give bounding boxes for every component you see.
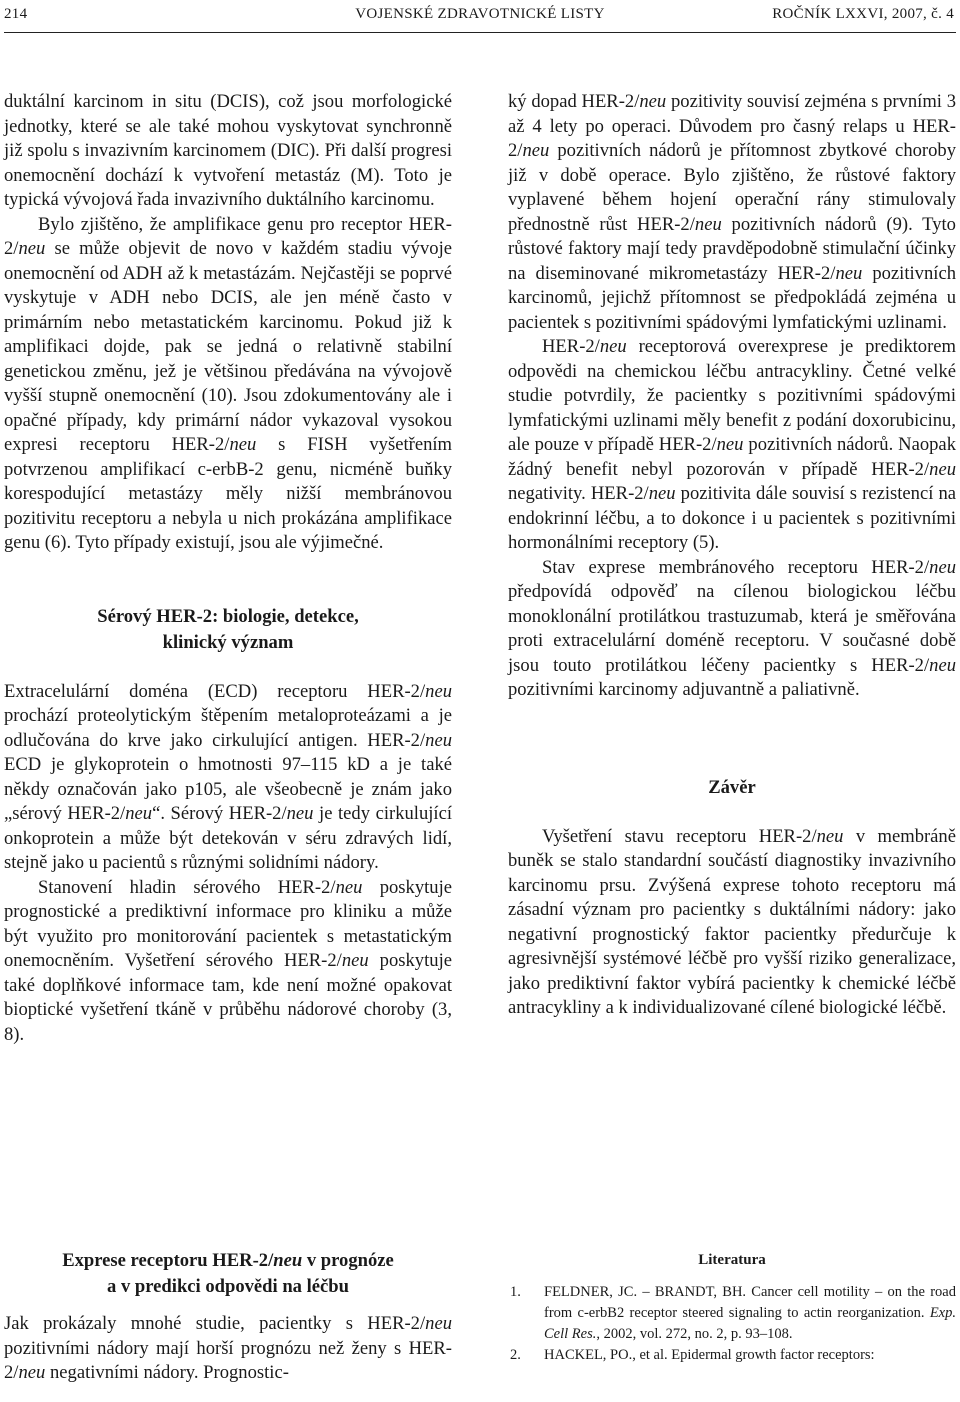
header-rule bbox=[4, 32, 956, 33]
section-heading: Závěr bbox=[708, 776, 756, 798]
journal-title: VOJENSKÉ ZDRAVOTNICKÉ LISTY bbox=[355, 6, 605, 22]
references-heading: Literatura bbox=[698, 1252, 766, 1268]
page-number: 214 bbox=[4, 6, 28, 22]
paragraph: ký dopad HER-2/neu pozitivity souvisí zejména s prvními 3 až 4 lety po operaci. Důvodem pro časný relaps u HER-2/neu pozitivních nádorů je přítomnost zbytkové choroby již v době operace. Bylo zjištěno, že růstové faktory vyplavené během hojení operační rány stimulovaly přednostně růst HER-2/neu pozitivních nádorů (9). Tyto růstové faktory mají tedy pravděpodobně stimulační účinky na diseminované mikrometastázy HER-2/neu pozitivních karcinomů, jejichž přítomnost se předpokládá zejména u pacientek s pozitivními spádovými lymfatickými uzlinami. bbox=[508, 91, 956, 333]
paragraph: Extracelulární doména (ECD) receptoru HER-2/neu prochází proteolytickým štěpením metaloproteázami a je odlučována do krve jako cirkulující antigen. HER-2/neu ECD je glykoprotein o hmotnosti 97–115 kD a je také někdy označován jako p105, ale všeobecně je znám jako „sérový HER-2/neu“. Sérový HER-2/neu je tedy cirkulující onkoprotein a může být detekován v séru zdravých lidí, stejně jako u pacientů s různými solidními nádory. bbox=[4, 680, 452, 873]
references-block bbox=[508, 1250, 956, 1366]
paragraph: Jak prokázaly mnohé studie, pacientky s HER-2/neu pozitivními nádory mají horší prognózu než ženy s HER-2/neu negativními nádory. Prognostic- bbox=[4, 1313, 452, 1383]
paragraph: Stanovení hladin sérového HER-2/neu poskytuje prognostické a prediktivní informace pro kliniku a může být využito pro monitorování pacientek s metastatickým onemocněním. Vyšetření sérového HER-2/neu poskytuje také doplňkové informace tam, kde není možné opakovat bioptické vyšetření tkáně v průběhu nádorové choroby (3, 8). bbox=[4, 876, 452, 1045]
reference-item: 2. HACKEL, PO., et al. Epidermal growth factor receptors: bbox=[510, 1347, 875, 1363]
paragraph: duktální karcinom in situ (DCIS), což jsou morfologické jednotky, které se ale také mohou vyskytovat synchronně již spolu s invazivním karcinomem (DIC). Při další progresi onemocnění dochází k vytvoření metastáz (M). Toto je typická vývojová řada invazivního duktálního karcinomu. bbox=[4, 91, 452, 210]
reference-item: 1. FELDNER, JC. – BRANDT, BH. Cancer cell motility – on the road from c-erbB2 receptor steered signaling to actin reorganization. Exp. Cell Res., 2002, vol. 272, no. 2, p. 93–108. bbox=[510, 1284, 956, 1342]
section-heading: Sérový HER-2: biologie, detekce, klinický význam bbox=[97, 605, 359, 653]
paragraph: Vyšetření stavu receptoru HER-2/neu v membráně buněk se stalo standardní součástí diagnostiky invazivního karcinomu prsu. Zvýšená exprese tohoto receptoru má zásadní význam pro pacientky s duktálními nádory: jako negativní prognostický faktor pacientky předurčuje k agresivnější systémové léčbě pro vyšší riziko generalizace, jako prediktivní faktor vybírá pacientky k chemické léčbě antracykliny a k individualizované cílené biologické léčbě. bbox=[508, 825, 956, 1018]
references-list bbox=[508, 1282, 956, 1366]
left-column-lower bbox=[4, 1248, 452, 1386]
right-column bbox=[508, 90, 956, 1021]
volume-info: ROČNÍK LXXVI, 2007, č. 4 bbox=[772, 6, 954, 22]
paragraph: HER-2/neu receptorová overexprese je prediktorem odpovědi na chemickou léčbu antracykliny. Četné velké studie potvrdily, že pacientky s pozitivními spádovými lymfatickými uzlinami měly benefit z podání doxorubicinu, ale pouze v případě HER-2/neu pozitivních nádorů. Naopak žádný benefit nebyl pozorován v případě HER-2/neu negativity. HER-2/neu pozitivita dále souvisí s rezistencí na endokrinní léčbu, a to dokonce i u pacientek s pozitivními hormonálními receptory (5). bbox=[508, 336, 956, 553]
left-column bbox=[4, 90, 452, 1047]
section-heading: Exprese receptoru HER-2/neu v prognóze a v predikci odpovědi na léčbu bbox=[62, 1250, 394, 1297]
paragraph: Bylo zjištěno, že amplifikace genu pro receptor HER-2/neu se může objevit de novo v každém stadiu vývoje onemocnění od ADH až k metastázám. Nejčastěji se poprvé vyskytuje v ADH nebo DCIS, ale jen méně často v primárním nebo metastatickém karcinomu. Pokud již k amplifikaci dojde, pak se jedná o relativně stabilní genetickou změnu, jež je většinou předávána na vývojově vyšší stupně onemocnění (10). Jsou zdokumentovány ale i opačné případy, kdy primární nádor vykazoval vysokou expresi receptoru HER-2/neu s FISH vyšetřením potvrzenou amplifikací c-erbB-2 genu, nicméně buňky korespodující metastázy měly nižší membránovou pozitivitu receptoru a nebyla u nich prokázána amplifikace genu (6). Tyto případy existují, jsou ale výjimečné. bbox=[4, 213, 452, 553]
paragraph: Stav exprese membránového receptoru HER-2/neu předpovídá odpověď na cílenou biologickou léčbu monoklonální protilátkou trastuzumab, která je směřována proti extracelulární doméně receptoru. V současné době jsou touto protilátkou léčeny pacientky s HER-2/neu pozitivními karcinomy adjuvantně a paliativně. bbox=[508, 556, 956, 700]
page-header bbox=[0, 0, 960, 34]
